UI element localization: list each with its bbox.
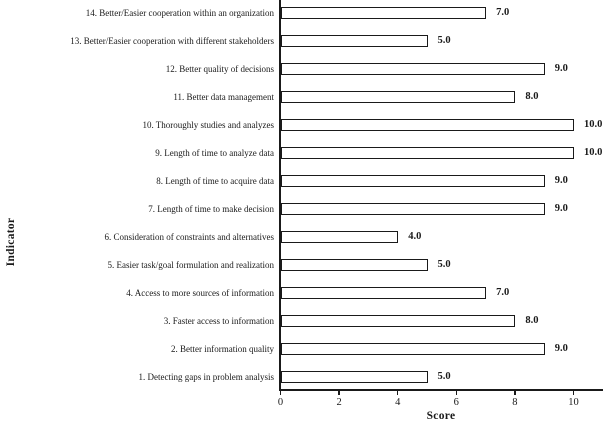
y-axis-title: Indicator (5, 217, 17, 267)
value-label: 5.0 (437, 34, 451, 46)
value-label: 9.0 (554, 62, 568, 74)
x-tick-label: 4 (395, 397, 401, 408)
category-label: 12. Better quality of decisions (165, 63, 274, 74)
x-axis-line (279, 389, 603, 391)
bar (281, 287, 486, 299)
category-label: 6. Consideration of constraints and alternatives (104, 231, 274, 242)
x-tick-mark (338, 391, 340, 395)
bar (281, 175, 545, 187)
bar (281, 35, 428, 47)
x-axis-title: Score (426, 410, 456, 422)
value-label: 9.0 (554, 202, 568, 214)
x-tick-label: 6 (453, 397, 459, 408)
x-tick-mark (280, 391, 282, 395)
bar (281, 91, 515, 103)
bar (281, 315, 515, 327)
bar (281, 371, 428, 383)
value-label: 8.0 (525, 314, 539, 326)
y-axis-line (279, 0, 281, 391)
value-label: 10.0 (584, 118, 603, 130)
category-label: 13. Better/Easier cooperation with different stakeholders (70, 35, 274, 46)
value-label: 10.0 (584, 146, 603, 158)
category-label: 10. Thoroughly studies and analyzes (142, 119, 274, 130)
category-label: 5. Easier task/goal formulation and realization (107, 259, 274, 270)
value-label: 5.0 (437, 258, 451, 270)
x-tick-mark (573, 391, 575, 395)
bar (281, 147, 574, 159)
value-label: 9.0 (554, 342, 568, 354)
value-label: 7.0 (496, 286, 510, 298)
x-tick-label: 10 (568, 397, 579, 408)
bar (281, 7, 486, 19)
x-tick-mark (456, 391, 458, 395)
bar (281, 231, 398, 243)
category-label: 1. Detecting gaps in problem analysis (138, 371, 274, 382)
category-label: 3. Faster access to information (163, 315, 274, 326)
category-label: 4. Access to more sources of information (126, 287, 274, 298)
category-label: 11. Better data management (173, 91, 274, 102)
value-label: 5.0 (437, 370, 451, 382)
value-label: 8.0 (525, 90, 539, 102)
category-label: 8. Length of time to acquire data (156, 175, 274, 186)
x-tick-label: 8 (512, 397, 518, 408)
bar (281, 203, 545, 215)
x-tick-mark (397, 391, 399, 395)
x-tick-label: 2 (336, 397, 342, 408)
bar (281, 119, 574, 131)
bar (281, 63, 545, 75)
bar (281, 343, 545, 355)
bar (281, 259, 428, 271)
category-label: 2. Better information quality (171, 343, 274, 354)
value-label: 4.0 (408, 230, 422, 242)
value-label: 9.0 (554, 174, 568, 186)
x-tick-mark (514, 391, 516, 395)
category-label: 14. Better/Easier cooperation within an organization (85, 7, 274, 18)
value-label: 7.0 (496, 6, 510, 18)
category-label: 9. Length of time to analyze data (155, 147, 274, 158)
category-label: 7. Length of time to make decision (148, 203, 274, 214)
x-tick-label: 0 (277, 397, 284, 408)
